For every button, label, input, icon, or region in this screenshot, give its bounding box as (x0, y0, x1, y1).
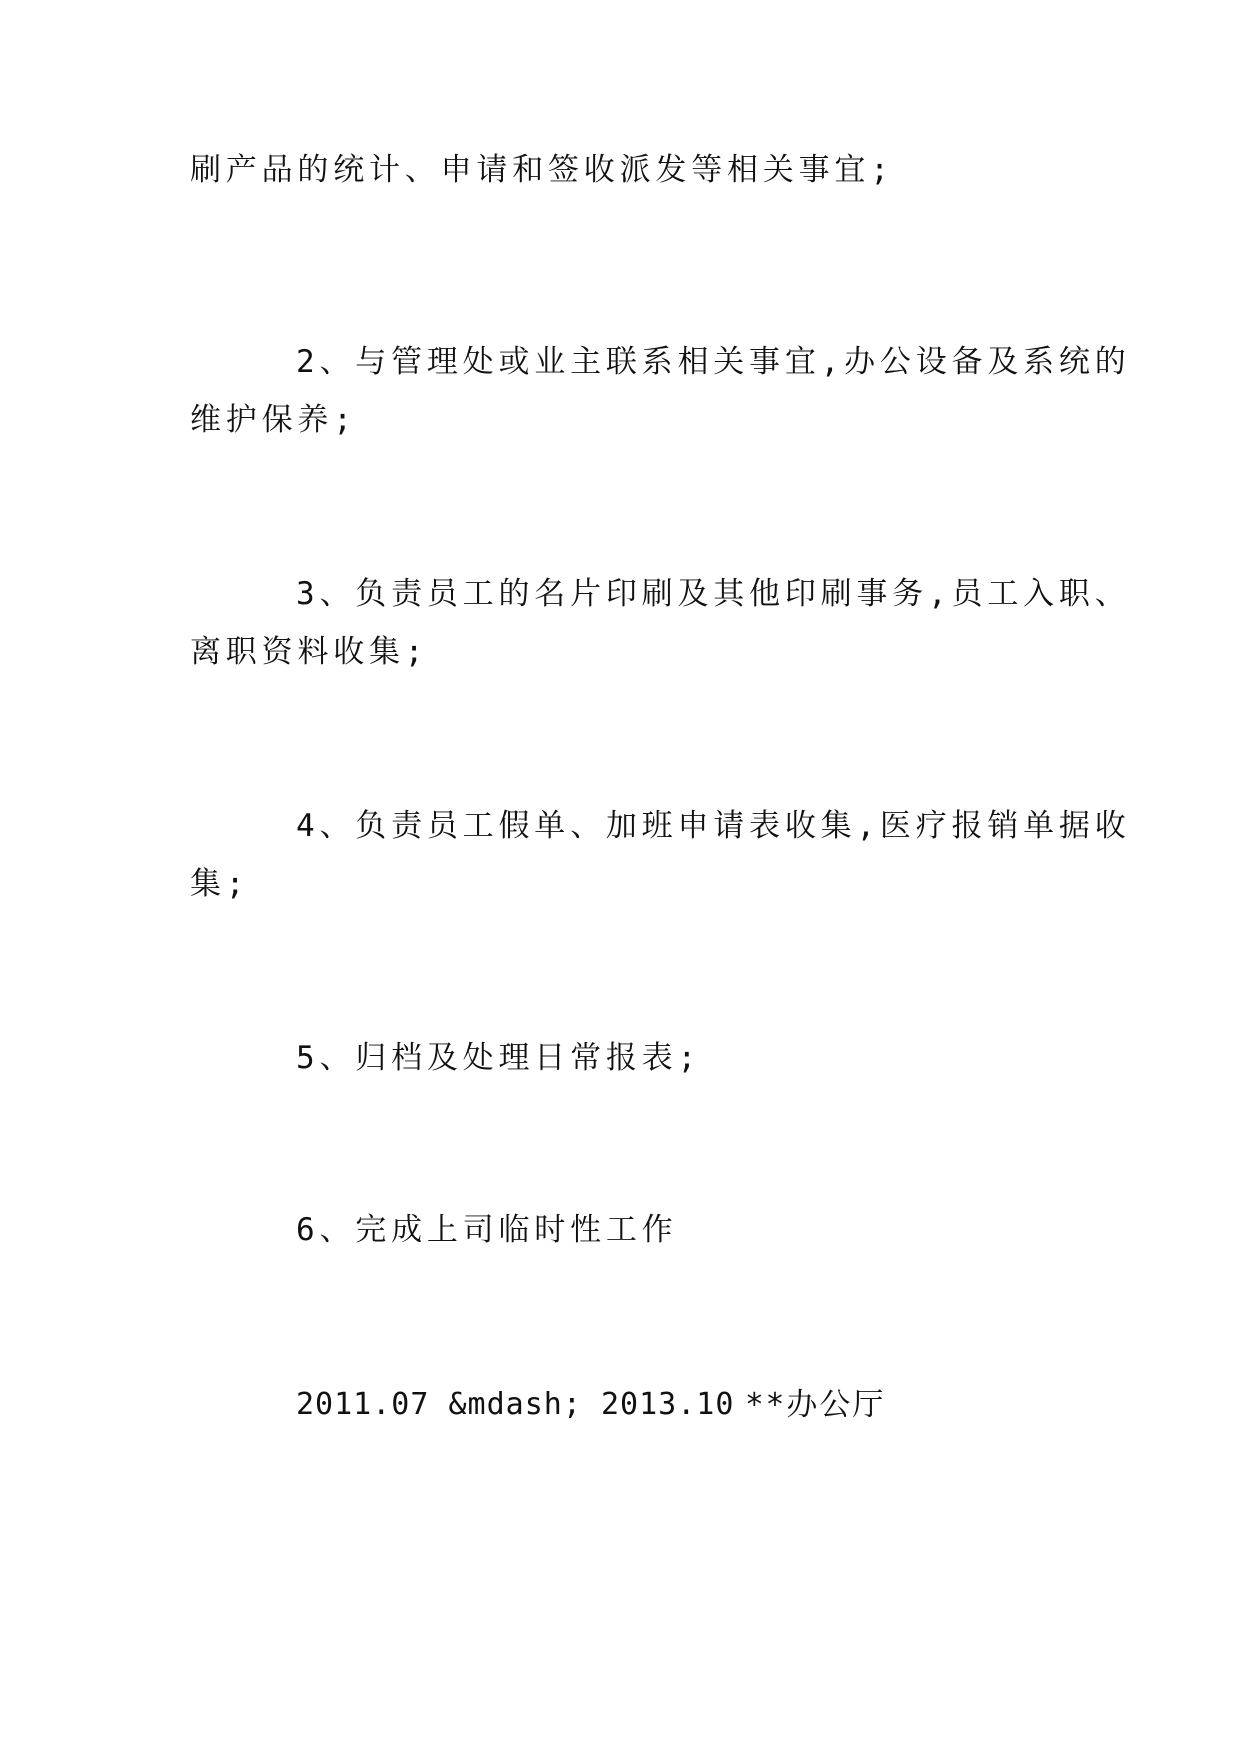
paragraph-2-line-2: 维护保养; (190, 402, 357, 438)
paragraph-5-line-1: 5、归档及处理日常报表; (296, 1040, 701, 1076)
paragraph-2-line-1: 2、与管理处或业主联系相关事宜,办公设备及系统的 (296, 344, 1131, 380)
paragraph-1-line-1: 刷产品的统计、申请和签收派发等相关事宜; (190, 152, 894, 188)
paragraph-3-line-2: 离职资料收集; (190, 634, 429, 670)
paragraph-6-line-1: 6、完成上司临时性工作 (296, 1212, 678, 1248)
period-date-range: 2011.07 &mdash; 2013.10 (296, 1387, 735, 1422)
paragraph-4-line-1: 4、负责员工假单、加班申请表收集,医疗报销单据收 (296, 808, 1131, 844)
paragraph-3-line-1: 3、负责员工的名片印刷及其他印刷事务,员工入职、 (296, 576, 1131, 612)
paragraph-4-line-2: 集; (190, 866, 250, 902)
period-organization: **办公厅 (745, 1387, 886, 1423)
